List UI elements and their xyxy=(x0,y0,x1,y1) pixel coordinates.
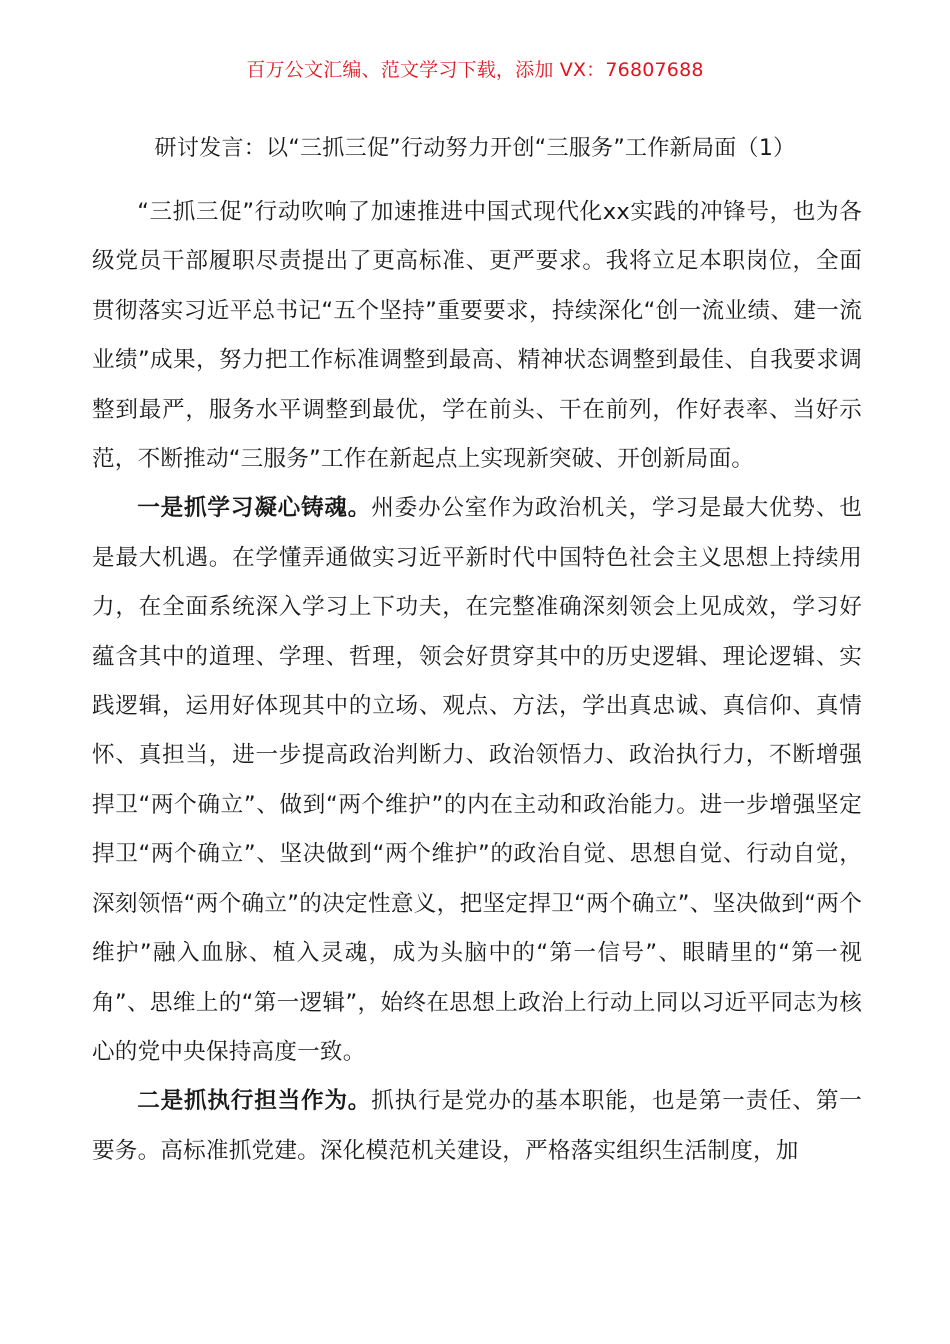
paragraph-study xyxy=(92,484,862,1077)
watermark-banner: 百万公文汇编、范文学习下载，添加 VX：76807688 xyxy=(246,59,704,81)
paragraph-text: 州委办公室作为政治机关，学习是最大优势、也是最大机遇。在学懂弄通做实习近平新时代中国特色社会主义思想上持续用力，在全面系统深入学习上下功夫，在完整准确深刻领会上见成效，学习好蕴含其中的道理、学理、哲理，领会好贯穿其中的历史逻辑、理论逻辑、实践逻辑，运用好体现其中的立场、观点、方法，学出真忠诚、真信仰、真情怀、真担当，进一步提高政治判断力、政治领悟力、政治执行力，不断增强捍卫“两个确立”、做到“两个维护”的内在主动和政治能力。进一步增强坚定捍卫“两个确立”、坚决做到“两个维护”的政治自觉、思想自觉、行动自觉，深刻领悟“两个确立”的决定性意义，把坚定捍卫“两个确立”、坚决做到“两个维护”融入血脉、植入灵魂，成为头脑中的“第一信号”、眼睛里的“第一视角”、思维上的“第一逻辑”，始终在思想上政治上行动上同以习近平同志为核心的党中央保持高度一致。 xyxy=(92,495,863,1065)
document-body xyxy=(92,188,862,1176)
paragraph-text: 抓执行是党办的基本职能，也是第一责任、第一要务。高标准抓党建。深化模范机关建设，严格落实组织生活制度，加 xyxy=(92,1088,863,1164)
paragraph-intro xyxy=(92,188,862,484)
paragraph-lead: 一是抓学习凝心铸魂。 xyxy=(137,495,372,522)
paragraph-execution xyxy=(92,1077,862,1176)
paragraph-lead: 二是抓执行担当作为。 xyxy=(137,1088,372,1115)
paragraph-text: “三抓三促”行动吹响了加速推进中国式现代化xx实践的冲锋号，也为各级党员干部履职尽责提出了更高标准、更严要求。我将立足本职岗位，全面贯彻落实习近平总书记“五个坚持”重要要求，持续深化“创一流业绩、建一流业绩”成果，努力把工作标准调整到最高、精神状态调整到最佳、自我要求调整到最严，服务水平调整到最优，学在前头、干在前列，作好表率、当好示范，不断推动“三服务”工作在新起点上实现新突破、开创新局面。 xyxy=(92,199,862,473)
document-title: 研讨发言：以“三抓三促”行动努力开创“三服务”工作新局面（1） xyxy=(154,136,796,161)
